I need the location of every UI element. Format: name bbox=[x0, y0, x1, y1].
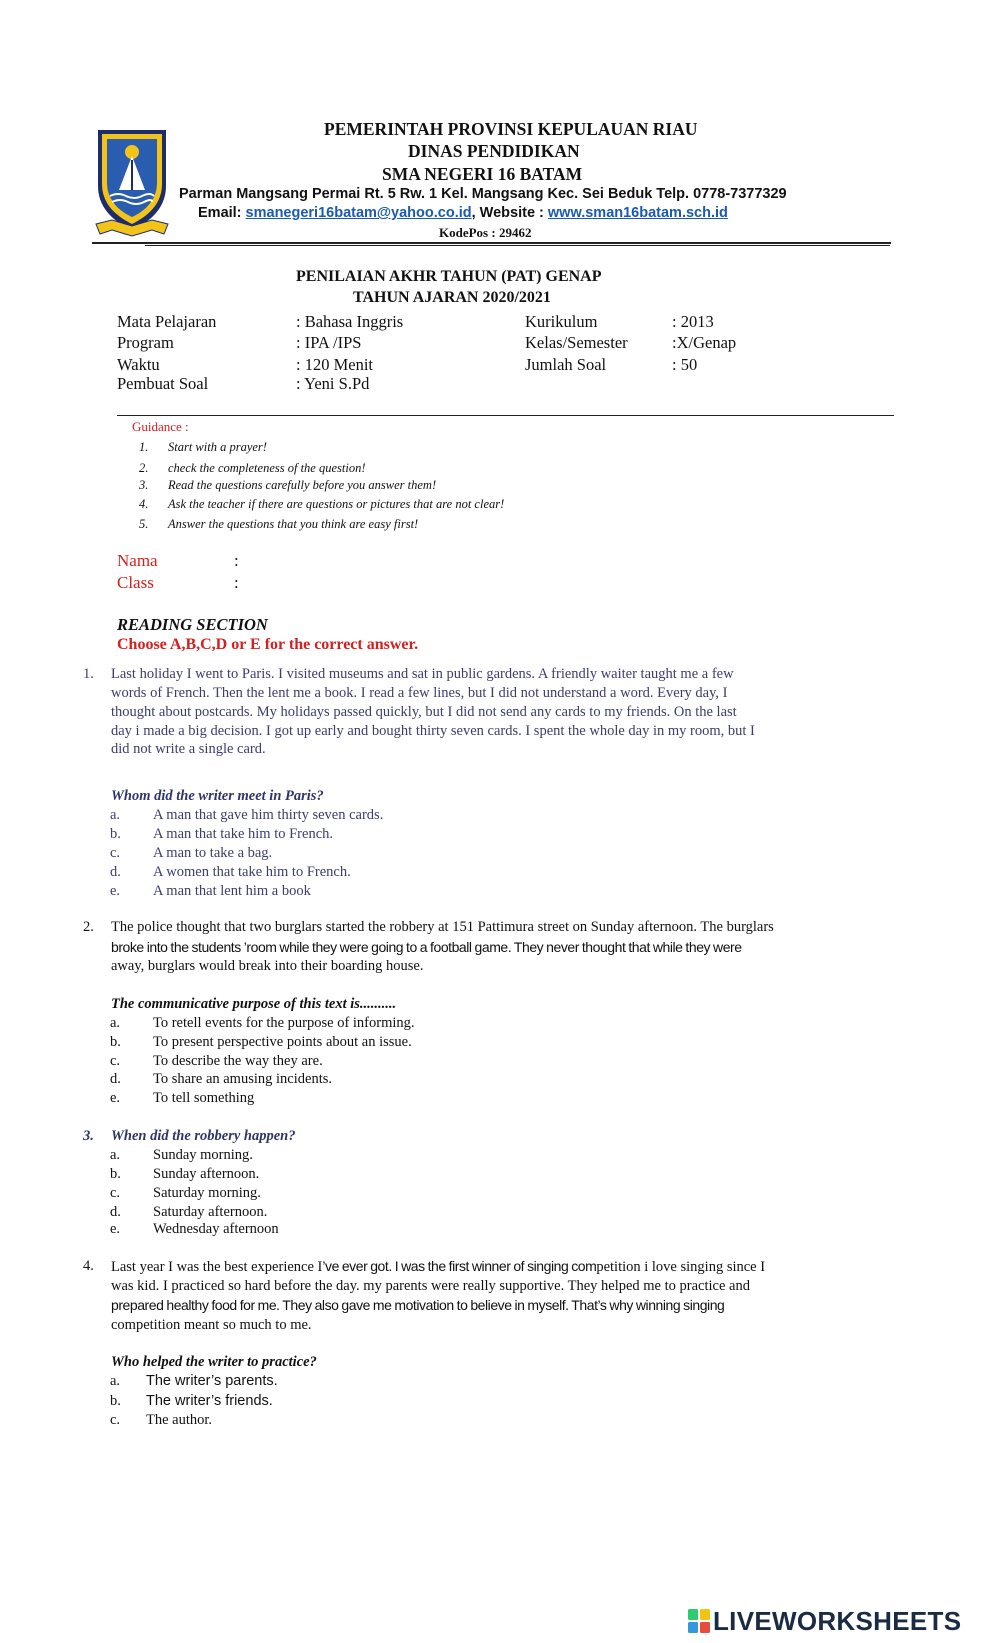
subject-value: : Bahasa Inggris bbox=[296, 312, 404, 331]
option-text[interactable]: To share an amusing incidents. bbox=[153, 1071, 332, 1087]
school-name: SMA NEGERI 16 BATAM bbox=[382, 164, 583, 184]
passage-line: away, burglars would break into their boarding house. bbox=[111, 958, 424, 974]
time-value: : 120 Menit bbox=[296, 355, 373, 374]
guidance-text: check the completeness of the question! bbox=[168, 461, 366, 475]
program-value: : IPA /IPS bbox=[296, 333, 362, 352]
info-divider bbox=[117, 415, 894, 416]
department-name: DINAS PENDIDIKAN bbox=[408, 141, 580, 161]
option-letter: b. bbox=[110, 1393, 121, 1409]
option-text[interactable]: Saturday afternoon. bbox=[153, 1204, 268, 1220]
option-text[interactable]: To retell events for the purpose of informing. bbox=[153, 1015, 415, 1031]
option-letter: e. bbox=[110, 1221, 121, 1237]
option-letter: b. bbox=[110, 1166, 121, 1182]
brand-name: LIVEWORKSHEETS bbox=[713, 1606, 962, 1636]
question-prompt: When did the robbery happen? bbox=[111, 1128, 296, 1144]
passage-line: Last holiday I went to Paris. I visited museums and sat in public gardens. A friendly waiter taught me a few bbox=[111, 666, 734, 682]
section-title: READING SECTION bbox=[117, 615, 268, 634]
government-name: PEMERINTAH PROVINSI KEPULAUAN RIAU bbox=[324, 119, 698, 139]
school-address: Parman Mangsang Permai Rt. 5 Rw. 1 Kel. Mangsang Kec. Sei Beduk Telp. 0778-7377329 bbox=[179, 186, 787, 202]
curriculum-value: : 2013 bbox=[672, 312, 714, 331]
website-label: , Website : bbox=[471, 205, 548, 221]
subject-label: Mata Pelajaran bbox=[117, 312, 217, 331]
option-letter: b. bbox=[110, 1034, 121, 1050]
province-emblem bbox=[92, 126, 172, 239]
question-count-value: : 50 bbox=[672, 355, 698, 374]
option-letter: e. bbox=[110, 1090, 121, 1106]
option-letter: d. bbox=[110, 1071, 121, 1087]
passage-segment: Last year I was the best experience I bbox=[111, 1259, 323, 1275]
passage-line: The police thought that two burglars started the robbery at 151 Pattimura street on Sunday afternoon. The burglars bbox=[111, 919, 774, 935]
class-semester-value: :X/Genap bbox=[672, 333, 737, 352]
liveworksheets-logo-icon bbox=[688, 1609, 710, 1633]
option-letter: a. bbox=[110, 807, 121, 823]
option-text[interactable]: To tell something bbox=[153, 1090, 255, 1106]
option-letter: a. bbox=[110, 1147, 121, 1163]
option-letter: c. bbox=[110, 845, 121, 861]
passage-line: thought about postcards. My holidays passed quickly, but I did not send any cards to my friends. On the last bbox=[111, 704, 737, 720]
passage-line: competition meant so much to me. bbox=[111, 1317, 312, 1333]
letterhead-divider bbox=[92, 242, 891, 244]
question-number: 3. bbox=[83, 1128, 94, 1144]
question-prompt: Whom did the writer meet in Paris? bbox=[111, 788, 324, 804]
guidance-text: Answer the questions that you think are easy first! bbox=[168, 517, 419, 531]
author-label: Pembuat Soal bbox=[117, 374, 209, 393]
passage-line: broke into the students ’room while they were going to a football game. They never thought that while they were bbox=[111, 939, 742, 955]
guidance-number: 1. bbox=[139, 440, 149, 454]
passage-line: words of French. Then the lent me a book. I read a few lines, but I did not understand a word. Every day, I bbox=[111, 685, 728, 701]
question-number: 2. bbox=[83, 919, 94, 935]
curriculum-label: Kurikulum bbox=[525, 312, 598, 331]
name-label: Nama bbox=[117, 551, 158, 570]
passage-line bbox=[111, 1258, 765, 1276]
passage-line: day i made a big decision. I got up early and bought thirty seven cards. I spent the whole day in my room, but I bbox=[111, 723, 755, 739]
exam-title: PENILAIAN AKHR TAHUN (PAT) GENAP bbox=[296, 268, 602, 285]
option-text[interactable]: A man that gave him thirty seven cards. bbox=[153, 807, 384, 823]
guidance-number: 5. bbox=[139, 517, 149, 531]
option-text[interactable]: Wednesday afternoon bbox=[153, 1221, 279, 1237]
postal-code: KodePos : 29462 bbox=[439, 225, 532, 240]
passage-line: did not write a single card. bbox=[111, 741, 266, 757]
question-prompt: Who helped the writer to practice? bbox=[111, 1354, 317, 1370]
email-link[interactable]: smanegeri16batam@yahoo.co.id bbox=[245, 205, 472, 221]
option-letter: c. bbox=[110, 1185, 121, 1201]
option-letter: a. bbox=[110, 1373, 121, 1389]
question-prompt: The communicative purpose of this text is.......... bbox=[111, 996, 397, 1012]
option-text[interactable]: Sunday afternoon. bbox=[153, 1166, 260, 1182]
option-text[interactable]: A man that lent him a book bbox=[153, 883, 311, 899]
question-number: 4. bbox=[83, 1258, 94, 1274]
option-text[interactable]: The writer’s friends. bbox=[146, 1393, 273, 1409]
class-field[interactable]: : bbox=[234, 573, 239, 592]
option-letter: d. bbox=[110, 1204, 121, 1220]
emblem-shield-icon bbox=[92, 126, 172, 239]
question-number: 1. bbox=[83, 666, 94, 682]
option-text[interactable]: The author. bbox=[146, 1412, 213, 1428]
option-letter: e. bbox=[110, 883, 121, 899]
option-text[interactable]: To describe the way they are. bbox=[153, 1053, 323, 1069]
passage-segment: ’ve ever got. I was the first winner of singing com bbox=[322, 1258, 597, 1274]
option-text[interactable]: Sunday morning. bbox=[153, 1147, 253, 1163]
option-letter: a. bbox=[110, 1015, 121, 1031]
passage-line: prepared healthy food for me. They also gave me motivation to believe in myself. That’s why winning singing bbox=[111, 1297, 725, 1313]
guidance-number: 4. bbox=[139, 497, 149, 511]
guidance-title: Guidance : bbox=[132, 419, 189, 434]
letterhead-divider-thin bbox=[145, 245, 890, 246]
option-text[interactable]: To present perspective points about an issue. bbox=[153, 1034, 412, 1050]
option-text[interactable]: A man that take him to French. bbox=[153, 826, 334, 842]
section-instruction: Choose A,B,C,D or E for the correct answer. bbox=[117, 636, 419, 653]
guidance-text: Start with a prayer! bbox=[168, 440, 267, 454]
guidance-text: Read the questions carefully before you answer them! bbox=[168, 478, 437, 492]
option-letter: b. bbox=[110, 826, 121, 842]
email-label: Email: bbox=[198, 205, 246, 221]
program-label: Program bbox=[117, 333, 174, 352]
author-value: : Yeni S.Pd bbox=[296, 374, 370, 393]
option-text[interactable]: A man to take a bag. bbox=[153, 845, 273, 861]
question-count-label: Jumlah Soal bbox=[525, 355, 607, 374]
option-text[interactable]: Saturday morning. bbox=[153, 1185, 261, 1201]
option-letter: d. bbox=[110, 864, 121, 880]
guidance-text: Ask the teacher if there are questions or pictures that are not clear! bbox=[168, 497, 505, 511]
passage-segment: petition i love singing since I bbox=[596, 1259, 766, 1275]
option-letter: c. bbox=[110, 1053, 121, 1069]
option-text[interactable]: A women that take him to French. bbox=[153, 864, 351, 880]
passage-line: was kid. I practiced so hard before the day. my parents were really supportive. They helped me to practice and bbox=[111, 1278, 750, 1294]
option-text[interactable]: The writer’s parents. bbox=[146, 1373, 278, 1389]
class-semester-label: Kelas/Semester bbox=[525, 333, 628, 352]
exam-year: TAHUN AJARAN 2020/2021 bbox=[353, 289, 551, 306]
class-label: Class bbox=[117, 573, 154, 592]
time-label: Waktu bbox=[117, 355, 160, 374]
contact-line bbox=[198, 205, 728, 221]
guidance-number: 3. bbox=[139, 478, 149, 492]
name-field[interactable]: : bbox=[234, 551, 239, 570]
option-letter: c. bbox=[110, 1412, 121, 1428]
website-link[interactable]: www.sman16batam.sch.id bbox=[547, 205, 728, 221]
guidance-number: 2. bbox=[139, 461, 149, 475]
